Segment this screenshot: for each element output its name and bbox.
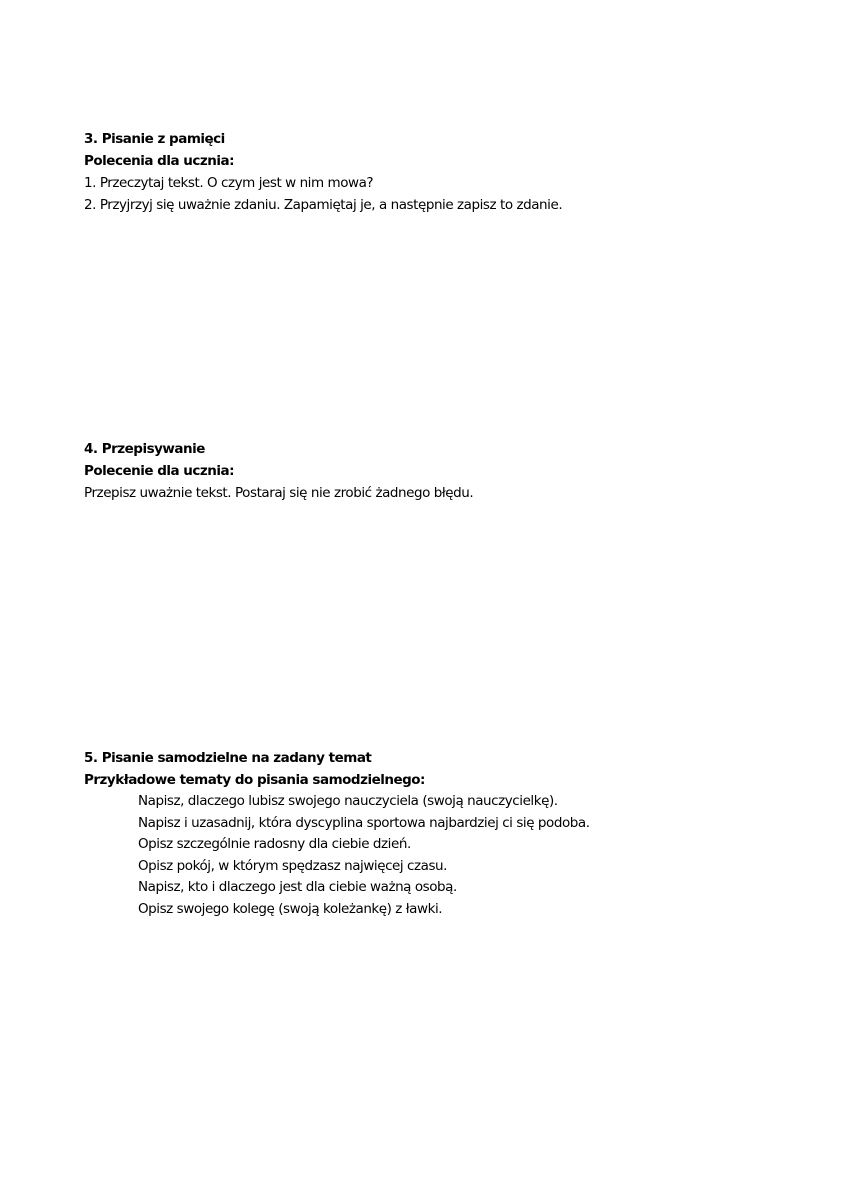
section-heading: 3. Pisanie z pamięci <box>84 131 225 147</box>
topic-item: Napisz, kto i dlaczego jest dla ciebie ważną osobą. <box>138 879 457 895</box>
topic-item: Napisz, dlaczego lubisz swojego nauczyciela (swoją nauczycielkę). <box>138 793 558 809</box>
topic-item: Opisz pokój, w którym spędzasz najwięcej czasu. <box>138 857 448 874</box>
instruction-item: Przepisz uważnie tekst. Postaraj się nie zrobić żadnego błędu. <box>84 485 474 501</box>
section-heading: 5. Pisanie samodzielne na zadany temat <box>84 750 372 766</box>
section-writing-from-memory <box>84 128 562 216</box>
topic-item: Opisz szczególnie radosny dla ciebie dzień. <box>138 836 411 852</box>
instruction-item: 1. Przeczytaj tekst. O czym jest w nim mowa? <box>84 175 374 191</box>
section-subheading: Polecenie dla ucznia: <box>84 463 235 479</box>
section-independent-writing <box>84 748 590 920</box>
instruction-item: 2. Przyjrzyj się uważnie zdaniu. Zapamiętaj je, a następnie zapisz to zdanie. <box>84 197 563 213</box>
section-subheading: Polecenia dla ucznia: <box>84 153 234 169</box>
section-heading: 4. Przepisywanie <box>84 441 205 457</box>
section-copying <box>84 438 473 504</box>
topic-item: Napisz i uzasadnij, która dyscyplina sportowa najbardziej ci się podoba. <box>138 814 590 831</box>
section-subheading: Przykładowe tematy do pisania samodzielnego: <box>84 771 425 788</box>
topic-item: Opisz swojego kolegę (swoją koleżankę) z ławki. <box>138 900 443 917</box>
